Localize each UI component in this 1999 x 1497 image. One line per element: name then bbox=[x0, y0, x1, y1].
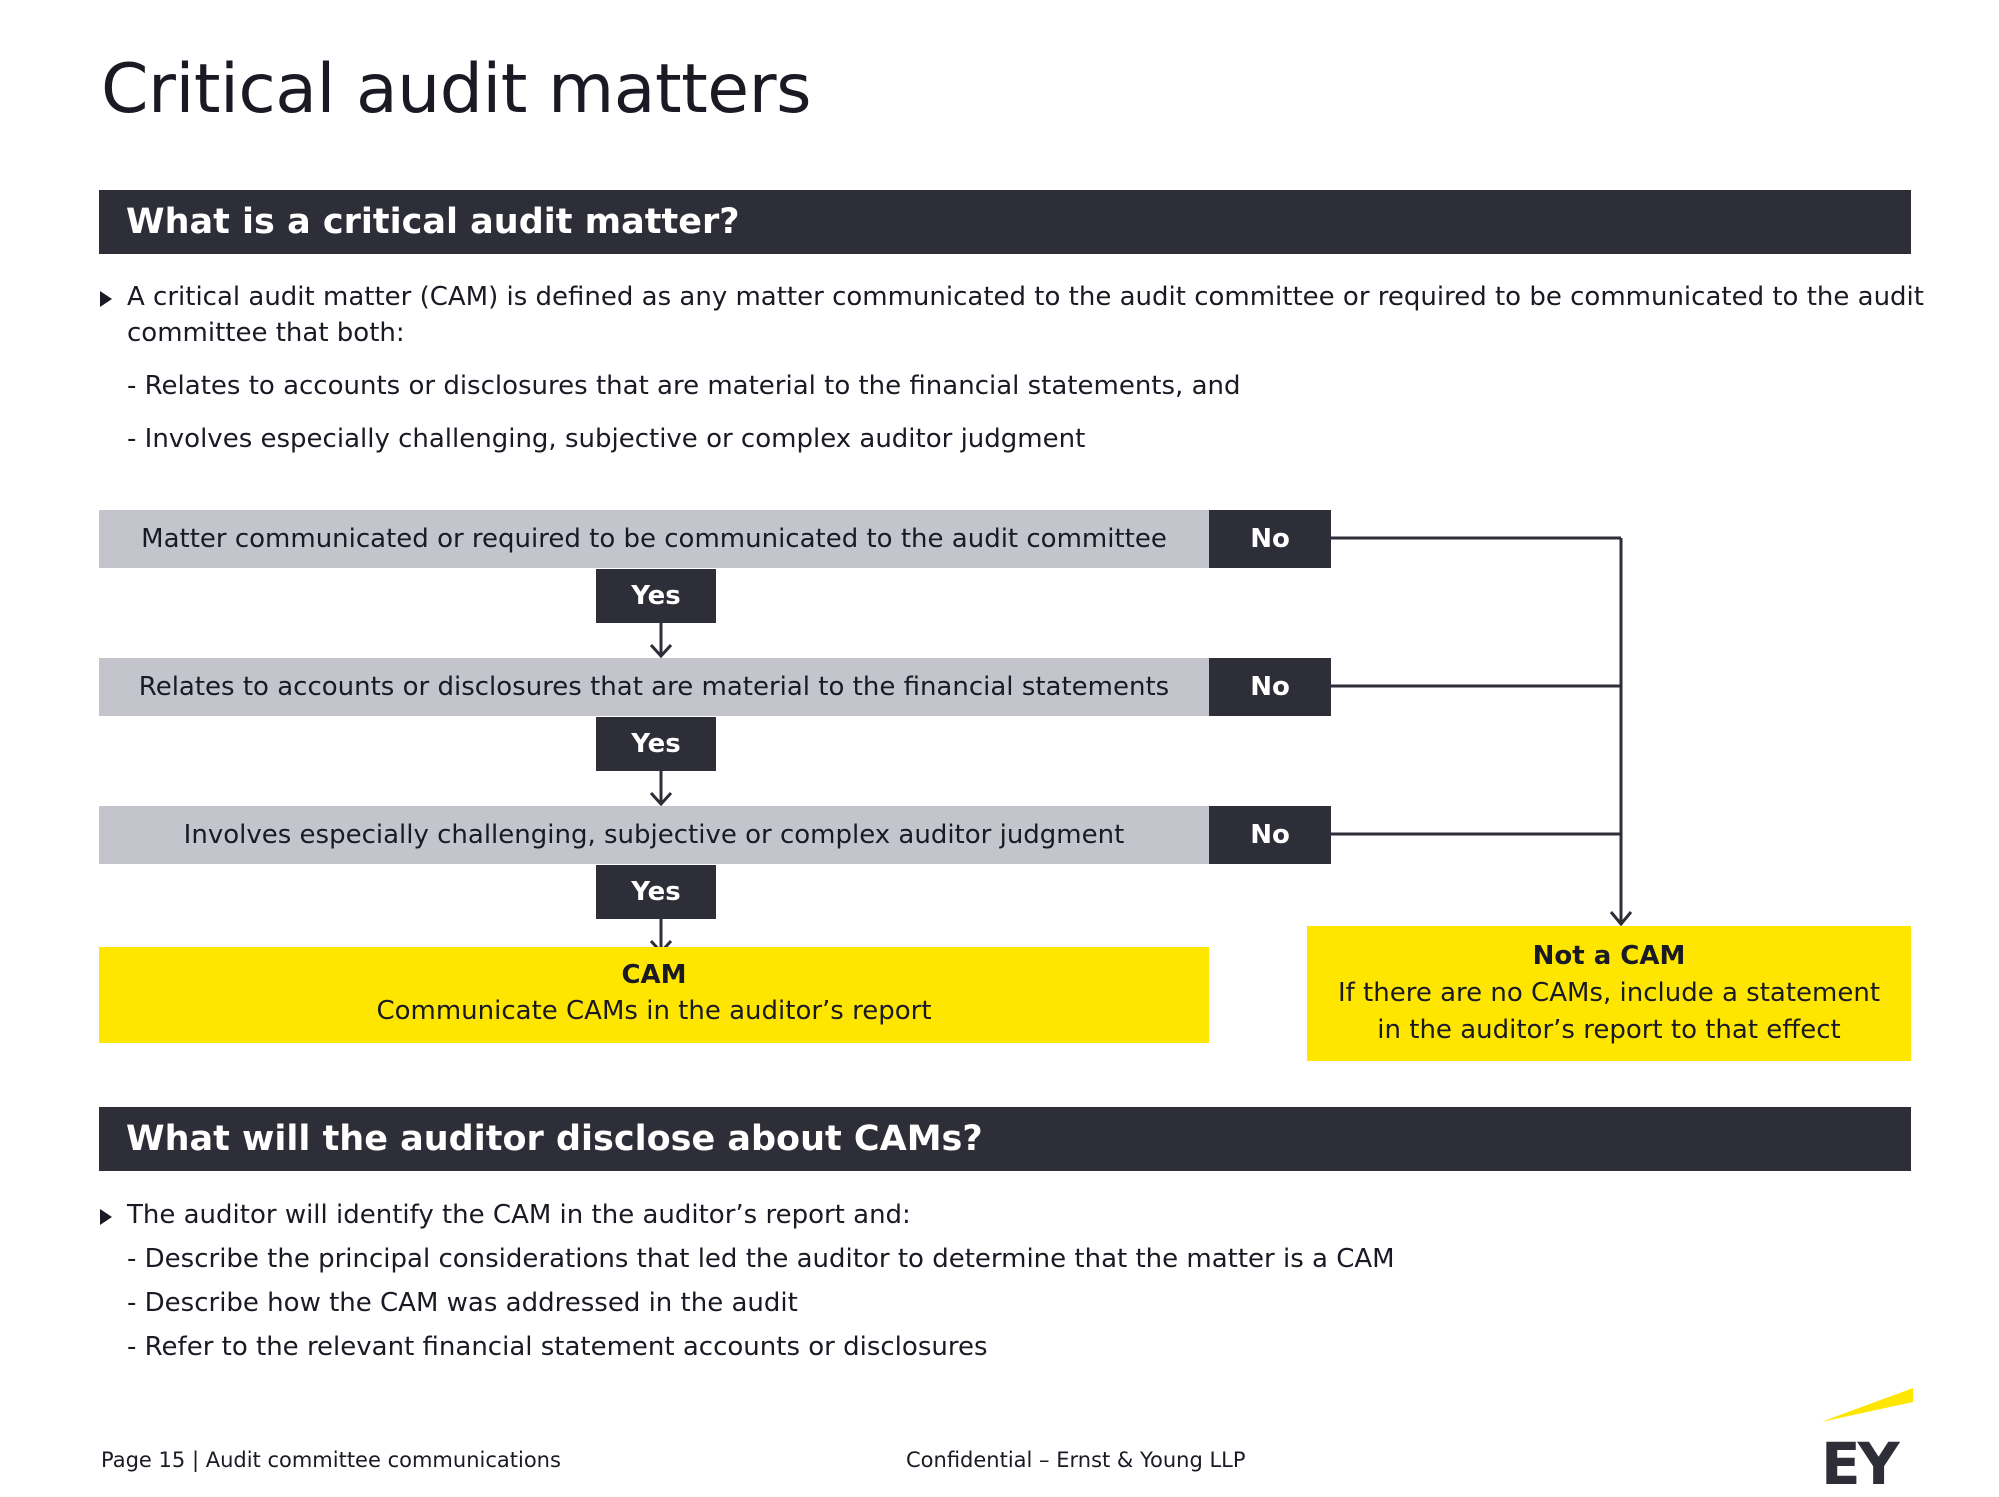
yes-box-2: Yes bbox=[596, 717, 716, 771]
no-box-1: No bbox=[1209, 510, 1331, 568]
yes-box-3: Yes bbox=[596, 865, 716, 919]
disclose-intro: The auditor will identify the CAM in the auditor’s report and: bbox=[127, 1200, 911, 1230]
not-cam-outcome-box bbox=[1307, 926, 1911, 1061]
page-title: Critical audit matters bbox=[101, 50, 812, 129]
section-heading-what-is-cam: What is a critical audit matter? bbox=[99, 190, 1911, 254]
not-cam-title: Not a CAM bbox=[1532, 941, 1686, 971]
cam-outcome-text: Communicate CAMs in the auditor’s report bbox=[376, 996, 932, 1026]
ey-logo-text: EY bbox=[1821, 1430, 1897, 1488]
ey-logo-beam-icon bbox=[1821, 1388, 1913, 1422]
disclose-item-considerations: - Describe the principal considerations that led the auditor to determine that the matter is a CAM bbox=[127, 1244, 1395, 1274]
ey-logo bbox=[1821, 1388, 1913, 1488]
cam-outcome-title: CAM bbox=[621, 960, 687, 990]
not-cam-text-line-1: If there are no CAMs, include a statement bbox=[1337, 978, 1881, 1008]
bullet-triangle-icon bbox=[100, 1209, 112, 1225]
cam-definition-line-1: A critical audit matter (CAM) is defined as any matter communicated to the audit committee or required to be communicated to the audit bbox=[127, 282, 1924, 312]
footer-page-number: Page 15 bbox=[101, 1448, 186, 1472]
disclose-item-accounts: - Refer to the relevant financial statement accounts or disclosures bbox=[127, 1332, 988, 1362]
no-box-3: No bbox=[1209, 806, 1331, 864]
footer-page-info bbox=[101, 1448, 561, 1472]
no-box-2: No bbox=[1209, 658, 1331, 716]
section-heading-disclose: What will the auditor disclose about CAMs? bbox=[99, 1107, 1911, 1171]
question-material: Relates to accounts or disclosures that are material to the financial statements bbox=[99, 658, 1209, 716]
cam-definition-line-2: committee that both: bbox=[127, 318, 405, 348]
question-judgment: Involves especially challenging, subjective or complex auditor judgment bbox=[99, 806, 1209, 864]
footer-confidential: Confidential – Ernst & Young LLP bbox=[906, 1448, 1246, 1472]
cam-outcome-box bbox=[99, 947, 1209, 1043]
not-cam-text-line-2: in the auditor’s report to that effect bbox=[1377, 1015, 1841, 1045]
footer-section-name: Audit committee communications bbox=[205, 1448, 561, 1472]
criteria-item-judgment: - Involves especially challenging, subjective or complex auditor judgment bbox=[127, 424, 1086, 454]
question-communicated: Matter communicated or required to be communicated to the audit committee bbox=[99, 510, 1209, 568]
disclose-item-addressed: - Describe how the CAM was addressed in the audit bbox=[127, 1288, 798, 1318]
footer-separator: | bbox=[191, 1448, 200, 1472]
criteria-item-material: - Relates to accounts or disclosures that are material to the financial statements, and bbox=[127, 371, 1241, 401]
yes-box-1: Yes bbox=[596, 569, 716, 623]
